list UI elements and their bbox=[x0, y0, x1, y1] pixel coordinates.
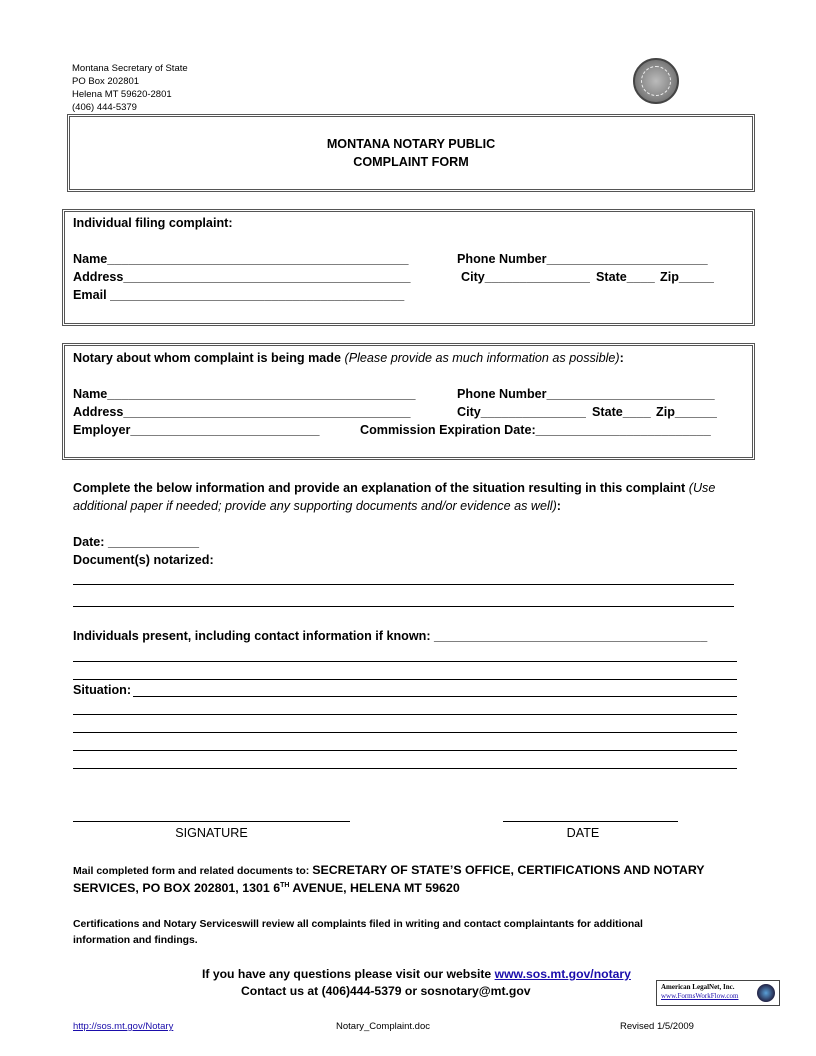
situation-label: Situation: bbox=[73, 683, 132, 697]
contact-info: Contact us at (406)444-5379 or sosnotary@mt.gov bbox=[241, 984, 531, 998]
notary-employer-field[interactable]: Employer___________________________ bbox=[73, 423, 320, 437]
incident-date-field[interactable]: Date: _____________ bbox=[73, 535, 200, 549]
documents-notarized-label: Document(s) notarized: bbox=[73, 553, 214, 567]
mail-instructions: Mail completed form and related documents to: SECRETARY OF STATE’S OFFICE, CERTIFICATIONS AND NOTARY bbox=[73, 863, 705, 877]
title-box bbox=[67, 114, 755, 192]
footer-revised-date: Revised 1/5/2009 bbox=[620, 1021, 694, 1032]
details-intro: Complete the below information and provide an explanation of the situation resulting in this complaint (Use bbox=[73, 481, 716, 495]
office-po-box: PO Box 202801 bbox=[72, 76, 140, 87]
notary-heading: Notary about whom complaint is being made (Please provide as much information as possible): bbox=[73, 351, 624, 365]
complainant-city-field[interactable]: City_______________ bbox=[461, 270, 590, 284]
situation-line-4[interactable] bbox=[73, 768, 737, 769]
individuals-line-2[interactable] bbox=[73, 679, 737, 680]
office-name: Montana Secretary of State bbox=[72, 63, 188, 74]
individuals-present-field[interactable]: Individuals present, including contact information if known: _______________________________________ bbox=[73, 629, 708, 643]
office-phone: (406) 444-5379 bbox=[72, 102, 137, 113]
state-seal-icon bbox=[633, 58, 679, 104]
notary-commission-field[interactable]: Commission Expiration Date:_________________________ bbox=[360, 423, 711, 437]
complainant-email-field[interactable]: Email __________________________________________ bbox=[73, 288, 405, 302]
situation-line-2[interactable] bbox=[73, 732, 737, 733]
notary-zip-field[interactable]: Zip______ bbox=[656, 405, 717, 419]
complainant-phone-field[interactable]: Phone Number_______________________ bbox=[457, 252, 708, 266]
documents-line-1[interactable] bbox=[73, 584, 734, 585]
complainant-address-field[interactable]: Address_________________________________________ bbox=[73, 270, 411, 284]
form-title-line1: MONTANA NOTARY PUBLIC bbox=[326, 137, 496, 151]
situation-line-3[interactable] bbox=[73, 750, 737, 751]
date-line[interactable] bbox=[503, 821, 678, 822]
badge-company: American LegalNet, Inc. bbox=[661, 983, 735, 991]
complainant-zip-field[interactable]: Zip_____ bbox=[660, 270, 714, 284]
office-city: Helena MT 59620-2801 bbox=[72, 89, 172, 100]
complainant-name-field[interactable]: Name___________________________________________ bbox=[73, 252, 409, 266]
review-line-2: information and findings. bbox=[73, 935, 198, 946]
badge-url[interactable]: www.FormsWorkFlow.com bbox=[661, 992, 739, 1000]
notary-name-field[interactable]: Name____________________________________________ bbox=[73, 387, 416, 401]
footer-url-link[interactable]: http://sos.mt.gov/Notary bbox=[73, 1021, 174, 1032]
website-link[interactable]: www.sos.mt.gov/notary bbox=[494, 967, 631, 981]
documents-line-2[interactable] bbox=[73, 606, 734, 607]
signature-line[interactable] bbox=[73, 821, 350, 822]
details-intro-note: additional paper if needed; provide any supporting documents and/or evidence as well): bbox=[73, 499, 561, 513]
legalnet-badge[interactable] bbox=[656, 980, 780, 1006]
individuals-line-1[interactable] bbox=[73, 661, 737, 662]
situation-line-1[interactable] bbox=[73, 714, 737, 715]
form-title-line2: COMPLAINT FORM bbox=[353, 155, 469, 169]
mail-address: SERVICES, PO BOX 202801, 1301 6TH AVENUE, HELENA MT 59620 bbox=[73, 881, 460, 895]
notary-phone-field[interactable]: Phone Number________________________ bbox=[457, 387, 715, 401]
website-question: If you have any questions please visit our website www.sos.mt.gov/notary bbox=[202, 967, 631, 981]
situation-line-0[interactable] bbox=[133, 696, 737, 697]
review-line-1: Certifications and Notary Serviceswill review all complaints filed in writing and contact complaintants for additional bbox=[73, 919, 643, 930]
globe-icon bbox=[757, 984, 775, 1002]
footer-filename: Notary_Complaint.doc bbox=[336, 1021, 430, 1032]
complainant-state-field[interactable]: State____ bbox=[596, 270, 655, 284]
signature-label: SIGNATURE bbox=[175, 826, 248, 840]
notary-state-field[interactable]: State____ bbox=[592, 405, 651, 419]
notary-address-field[interactable]: Address_________________________________________ bbox=[73, 405, 411, 419]
notary-city-field[interactable]: City_______________ bbox=[457, 405, 586, 419]
complainant-heading: Individual filing complaint: bbox=[73, 216, 233, 230]
date-label: DATE bbox=[566, 826, 600, 840]
